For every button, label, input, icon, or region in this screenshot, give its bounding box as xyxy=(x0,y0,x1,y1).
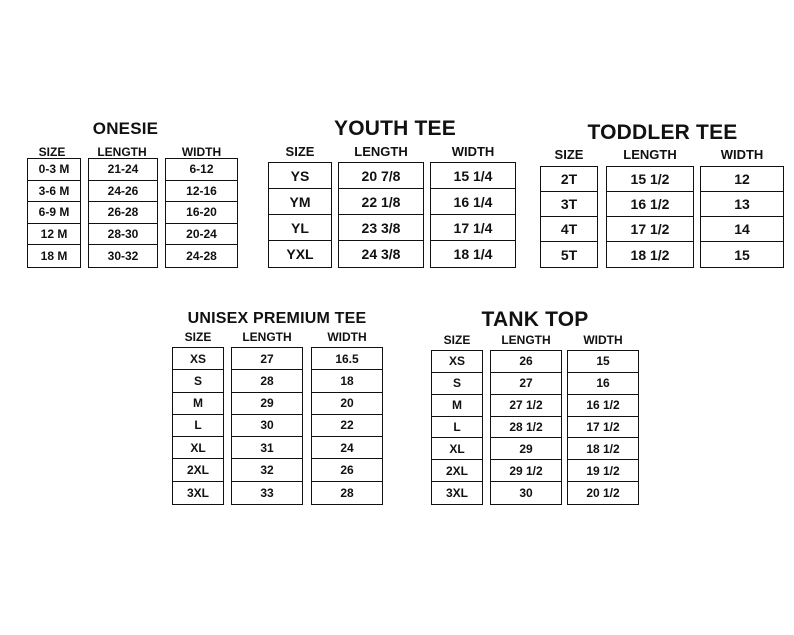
length-cell: 33 xyxy=(260,485,274,500)
length-header: LENGTH xyxy=(242,330,292,344)
width-cell: 13 xyxy=(701,192,783,217)
length-cell: 28 1/2 xyxy=(491,417,561,439)
width-column xyxy=(311,347,383,505)
length-header: LENGTH xyxy=(97,145,147,159)
width-cell: 24 xyxy=(312,437,382,459)
size-cell: 18 M xyxy=(40,249,68,264)
size-column xyxy=(27,158,81,268)
width-cell: 17 1/4 xyxy=(431,215,515,241)
size-column xyxy=(268,162,332,268)
size-column xyxy=(540,166,598,268)
length-column xyxy=(606,166,694,268)
size-cell: L xyxy=(432,417,482,439)
width-header: WIDTH xyxy=(181,145,222,159)
width-header: WIDTH xyxy=(451,144,495,159)
chart-title: TODDLER TEE xyxy=(587,121,738,144)
width-cell: 24-28 xyxy=(186,249,217,264)
width-cell: 6-12 xyxy=(166,159,237,181)
size-cell: 2XL xyxy=(432,460,482,482)
length-cell: 29 xyxy=(491,438,561,460)
length-cell: 26 xyxy=(491,351,561,373)
size-cell: L xyxy=(173,415,223,437)
width-cell: 12 xyxy=(701,167,783,192)
size-cell: 3T xyxy=(541,192,597,217)
length-cell: 28 xyxy=(232,370,302,392)
size-cell: 5T xyxy=(560,246,578,263)
width-cell: 22 xyxy=(312,415,382,437)
length-cell: 30 xyxy=(232,415,302,437)
length-cell: 22 1/8 xyxy=(339,189,423,215)
length-column xyxy=(338,162,424,268)
size-cell: 6-9 M xyxy=(28,202,80,224)
size-cell: 4T xyxy=(541,217,597,242)
width-cell: 18 xyxy=(312,370,382,392)
length-cell: 21-24 xyxy=(89,159,157,181)
length-cell: 28-30 xyxy=(89,224,157,246)
chart-title: YOUTH TEE xyxy=(334,117,456,140)
length-cell: 15 1/2 xyxy=(607,167,693,192)
width-cell: 18 1/4 xyxy=(453,246,493,262)
width-cell: 16 xyxy=(568,373,638,395)
width-cell: 16.5 xyxy=(312,348,382,370)
size-header: SIZE xyxy=(554,147,584,162)
size-cell: 2T xyxy=(541,167,597,192)
width-cell: 20 xyxy=(312,393,382,415)
width-cell: 19 1/2 xyxy=(568,460,638,482)
length-cell: 23 3/8 xyxy=(339,215,423,241)
size-cell: XL xyxy=(173,437,223,459)
length-cell: 27 xyxy=(232,348,302,370)
width-cell: 16-20 xyxy=(166,202,237,224)
size-cell: 12 M xyxy=(28,224,80,246)
width-cell: 16 1/2 xyxy=(568,395,638,417)
size-cell: 3-6 M xyxy=(28,181,80,203)
length-header: LENGTH xyxy=(354,144,408,159)
width-column xyxy=(567,350,639,505)
size-cell: M xyxy=(173,393,223,415)
length-cell: 16 1/2 xyxy=(607,192,693,217)
length-cell: 29 xyxy=(232,393,302,415)
size-cell: M xyxy=(432,395,482,417)
width-cell: 18 1/2 xyxy=(568,438,638,460)
chart-title: TANK TOP xyxy=(481,308,589,331)
length-column xyxy=(490,350,562,505)
size-cell: 3XL xyxy=(186,485,209,500)
width-header: WIDTH xyxy=(327,330,367,344)
width-cell: 28 xyxy=(340,485,354,500)
size-cell: 3XL xyxy=(445,486,468,501)
width-cell: 20 1/2 xyxy=(586,486,620,501)
length-cell: 27 xyxy=(491,373,561,395)
length-cell: 27 1/2 xyxy=(491,395,561,417)
length-cell: 31 xyxy=(232,437,302,459)
size-column xyxy=(172,347,224,505)
width-cell: 14 xyxy=(701,217,783,242)
length-cell: 29 1/2 xyxy=(491,460,561,482)
size-header: SIZE xyxy=(285,144,315,159)
chart-title: UNISEX PREMIUM TEE xyxy=(187,310,367,327)
length-column xyxy=(231,347,303,505)
width-header: WIDTH xyxy=(720,147,764,162)
size-header: SIZE xyxy=(443,333,471,347)
size-cell: S xyxy=(432,373,482,395)
length-header: LENGTH xyxy=(623,147,677,162)
length-cell: 26-28 xyxy=(89,202,157,224)
width-column xyxy=(700,166,784,268)
width-cell: 26 xyxy=(312,459,382,481)
chart-title: ONESIE xyxy=(92,119,159,138)
width-cell: 17 1/2 xyxy=(568,417,638,439)
length-header: LENGTH xyxy=(501,333,551,347)
width-cell: 16 1/4 xyxy=(431,189,515,215)
width-cell: 15 xyxy=(568,351,638,373)
size-cell: XL xyxy=(432,438,482,460)
size-cell: XS xyxy=(173,348,223,370)
width-cell: 20-24 xyxy=(166,224,237,246)
length-cell: 30 xyxy=(519,486,533,501)
width-column xyxy=(165,158,238,268)
size-cell: 0-3 M xyxy=(28,159,80,181)
size-header: SIZE xyxy=(184,330,212,344)
size-cell: YXL xyxy=(286,246,314,262)
length-cell: 18 1/2 xyxy=(630,246,670,263)
size-header: SIZE xyxy=(38,145,66,159)
length-cell: 20 7/8 xyxy=(339,163,423,189)
length-cell: 17 1/2 xyxy=(607,217,693,242)
size-cell: S xyxy=(173,370,223,392)
size-cell: YL xyxy=(269,215,331,241)
length-column xyxy=(88,158,158,268)
length-cell: 24 3/8 xyxy=(361,246,401,262)
size-cell: YM xyxy=(269,189,331,215)
length-cell: 30-32 xyxy=(107,249,139,264)
width-column xyxy=(430,162,516,268)
size-cell: 2XL xyxy=(173,459,223,481)
width-cell: 12-16 xyxy=(166,181,237,203)
length-cell: 32 xyxy=(232,459,302,481)
size-cell: XS xyxy=(432,351,482,373)
size-cell: YS xyxy=(269,163,331,189)
width-cell: 15 xyxy=(734,246,750,263)
width-cell: 15 1/4 xyxy=(431,163,515,189)
size-column xyxy=(431,350,483,505)
length-cell: 24-26 xyxy=(89,181,157,203)
width-header: WIDTH xyxy=(583,333,623,347)
